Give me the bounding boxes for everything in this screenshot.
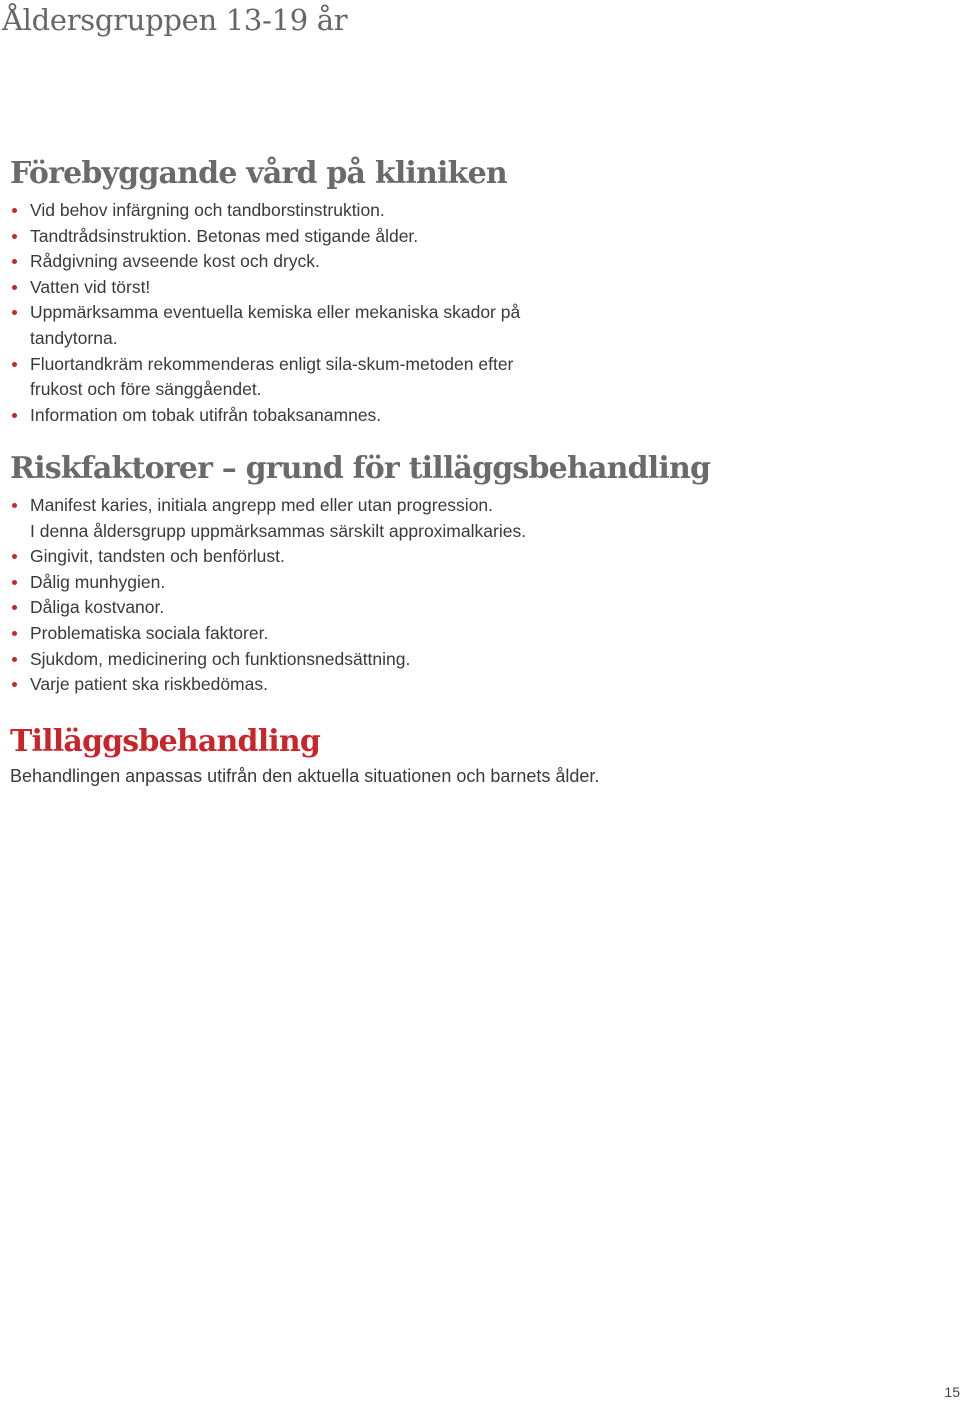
list-item-text: Vid behov infärgning och tandborstinstruktion. xyxy=(30,200,385,220)
list-item-text: Information om tobak utifrån tobaksanamnes. xyxy=(30,404,382,425)
list-item xyxy=(10,352,550,403)
list-item xyxy=(10,544,650,570)
list-item xyxy=(10,621,650,647)
tillagg-body-text: Behandlingen anpassas utifrån den aktuella situationen och barnets ålder. xyxy=(10,766,600,786)
list-item-text: Dåliga kostvanor. xyxy=(30,597,165,618)
page-title: Åldersgruppen 13-19 år xyxy=(2,3,348,37)
list-item-text: Fluortandkräm rekommenderas enligt sila-skum-metoden efter frukost och före sänggåendet. xyxy=(30,353,514,400)
bullet-icon xyxy=(12,657,17,662)
list-item xyxy=(10,224,650,250)
bullet-icon xyxy=(12,413,17,418)
list-item xyxy=(10,300,570,351)
page-number: 15 xyxy=(944,1384,960,1400)
bullet-icon xyxy=(12,208,17,213)
bullet-icon xyxy=(12,310,17,315)
list-item xyxy=(10,198,650,224)
list-item xyxy=(10,249,650,275)
list-item xyxy=(10,275,650,301)
bullet-icon xyxy=(12,285,17,290)
bullet-icon xyxy=(12,503,17,508)
bullet-icon xyxy=(12,259,17,264)
section-heading-forebyggande: Förebyggande vård på kliniken xyxy=(10,156,507,191)
section-heading-tillagg: Tilläggsbehandling xyxy=(10,724,321,759)
list-item-text: I denna åldersgrupp uppmärksammas särskilt approximalkaries. xyxy=(30,520,527,541)
list-item-text: Tandtrådsinstruktion. Betonas med stigande ålder. xyxy=(30,225,419,246)
bullet-icon xyxy=(12,682,17,687)
list-item xyxy=(10,570,650,596)
list-item xyxy=(10,493,650,519)
list-item xyxy=(10,595,650,621)
list-item-text: Uppmärksamma eventuella kemiska eller mekaniska skador på tandytorna. xyxy=(30,302,521,348)
list-item xyxy=(10,672,650,698)
list-item-text: Varje patient ska riskbedömas. xyxy=(30,674,268,695)
bullet-icon xyxy=(12,362,17,367)
list-item xyxy=(10,403,650,429)
list-item-text: Dålig munhygien. xyxy=(30,571,166,592)
list-item xyxy=(10,647,650,673)
list-item-text: Vatten vid törst! xyxy=(30,276,151,297)
list-item-text: Manifest karies, initiala angrepp med eller utan progression. xyxy=(30,495,494,515)
bullet-icon xyxy=(12,605,17,610)
bullet-icon xyxy=(12,554,17,559)
bullet-icon xyxy=(12,631,17,636)
bullet-list-riskfaktorer xyxy=(10,493,650,698)
list-item-text: Rådgivning avseende kost och dryck. xyxy=(30,251,320,272)
bullet-icon xyxy=(12,580,17,585)
bullet-icon xyxy=(12,234,17,239)
list-item-text: Sjukdom, medicinering och funktionsnedsättning. xyxy=(30,648,411,669)
list-item-text: Gingivit, tandsten och benförlust. xyxy=(30,546,285,567)
bullet-list-forebyggande xyxy=(10,198,650,428)
list-item-text: Problematiska sociala faktorer. xyxy=(30,622,269,643)
section-heading-riskfaktorer: Riskfaktorer – grund för tilläggsbehandling xyxy=(10,451,711,486)
list-item-continuation xyxy=(10,519,650,545)
